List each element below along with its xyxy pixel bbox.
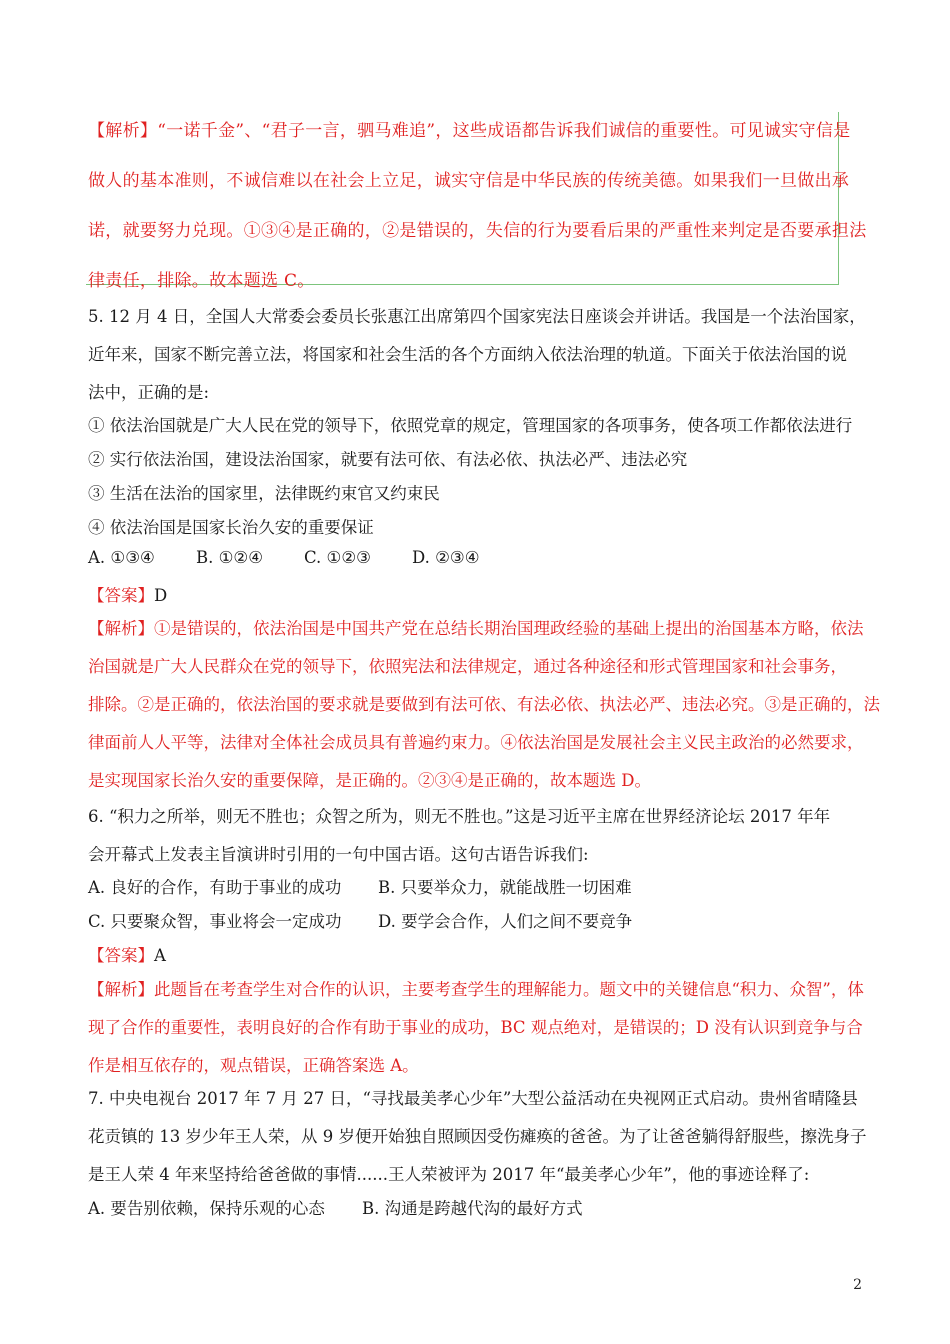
option-b: B. ①②④ [196, 548, 263, 567]
option-d: D. ②③④ [412, 548, 480, 567]
analysis-line: 【解析】此题旨在考查学生对合作的认识，主要考查学生的理解能力。题文中的关键信息“积力、众智”，体 [88, 980, 864, 999]
analysis-line: 现了合作的重要性，表明良好的合作有助于事业的成功，BC 观点绝对，是错误的；D 没有认识到竞争与合 [88, 1018, 863, 1037]
analysis-line: 治国就是广大人民群众在党的领导下，依照宪法和法律规定，通过各种途径和形式管理国家和社会事务， [88, 657, 847, 676]
option-a: A. ①③④ [88, 548, 155, 567]
analysis-line: 律面前人人平等，法律对全体社会成员具有普遍约束力。④依法治国是发展社会主义民主政治的必然要求， [88, 733, 864, 752]
question-7-stem: 7. 中央电视台 2017 年 7 月 27 日，“寻找最美孝心少年”大型公益活动在央视网正式启动。贵州省晴隆县 [88, 1089, 858, 1108]
statement-4: ④ 依法治国是国家长治久安的重要保证 [88, 518, 374, 537]
answer-tag: 【答案】 [88, 946, 154, 965]
answer-value: D [154, 586, 168, 605]
option-c: C. ①②③ [304, 548, 371, 567]
question-7-stem: 是王人荣 4 年来坚持给爸爸做的事情......王人荣被评为 2017 年“最美孝心少年”，他的事迹诠释了: [88, 1165, 810, 1184]
analysis-line: 作是相互依存的，观点错误，正确答案选 A。 [88, 1056, 419, 1075]
question-5-stem: 近年来，国家不断完善立法，将国家和社会生活的各个方面纳入依法治理的轨道。下面关于依法治国的说 [88, 345, 847, 364]
analysis-line: 【解析】“一诺千金”、“君子一言，驷马难追”，这些成语都告诉我们诚信的重要性。可见诚实守信是 [88, 121, 851, 141]
answer-tag: 【答案】 [88, 586, 154, 605]
question-7-stem: 花贡镇的 13 岁少年王人荣，从 9 岁便开始独自照顾因受伤瘫痪的爸爸。为了让爸爸躺得舒服些，擦洗身子 [88, 1127, 867, 1146]
option-a: A. 要告别依赖，保持乐观的心态 [88, 1199, 325, 1218]
question-6-stem: 6. “积力之所举，则无不胜也；众智之所为，则无不胜也。”这是习近平主席在世界经济论坛 2017 年年 [88, 807, 831, 826]
option-b: B. 只要举众力，就能战胜一切困难 [378, 878, 632, 897]
analysis-line: 排除。②是正确的，依法治国的要求就是要做到有法可依、有法必依、执法必严、违法必究。③是正确的，法 [88, 695, 880, 714]
page-number: 2 [853, 1277, 862, 1293]
analysis-line: 是实现国家长治久安的重要保障，是正确的。②③④是正确的，故本题选 D。 [88, 771, 651, 790]
option-c: C. 只要聚众智，事业将会一定成功 [88, 912, 342, 931]
analysis-line: 做人的基本准则，不诚信难以在社会上立足，诚实守信是中华民族的传统美德。如果我们一旦做出承 [88, 171, 850, 191]
answer-line [88, 582, 167, 606]
analysis-line: 律责任，排除。故本题选 C。 [88, 271, 315, 291]
question-6-stem: 会开幕式上发表主旨演讲时引用的一句中国古语。这句古语告诉我们: [88, 845, 589, 864]
statement-3: ③ 生活在法治的国家里，法律既约束官又约束民 [88, 484, 440, 503]
answer-value: A [154, 946, 166, 965]
statement-1: ① 依法治国就是广大人民在党的领导下，依照党章的规定，管理国家的各项事务，使各项工作都依法进行 [88, 416, 853, 435]
question-5-stem: 法中，正确的是: [88, 383, 210, 402]
option-d: D. 要学会合作，人们之间不要竞争 [378, 912, 633, 931]
option-b: B. 沟通是跨越代沟的最好方式 [362, 1199, 583, 1218]
question-5-stem: 5. 12 月 4 日，全国人大常委会委员长张惠江出席第四个国家宪法日座谈会并讲话。我国是一个法治国家， [88, 307, 866, 326]
analysis-line: 诺，就要努力兑现。①③④是正确的，②是错误的，失信的行为要看后果的严重性来判定是否要承担法 [88, 221, 867, 241]
statement-2: ② 实行依法治国，建设法治国家，就要有法可依、有法必依、执法必严、违法必究 [88, 450, 688, 469]
option-a: A. 良好的合作，有助于事业的成功 [88, 878, 342, 897]
answer-line [88, 942, 166, 966]
analysis-line: 【解析】①是错误的，依法治国是中国共产党在总结长期治国理政经验的基础上提出的治国基本方略，依法 [88, 619, 864, 638]
